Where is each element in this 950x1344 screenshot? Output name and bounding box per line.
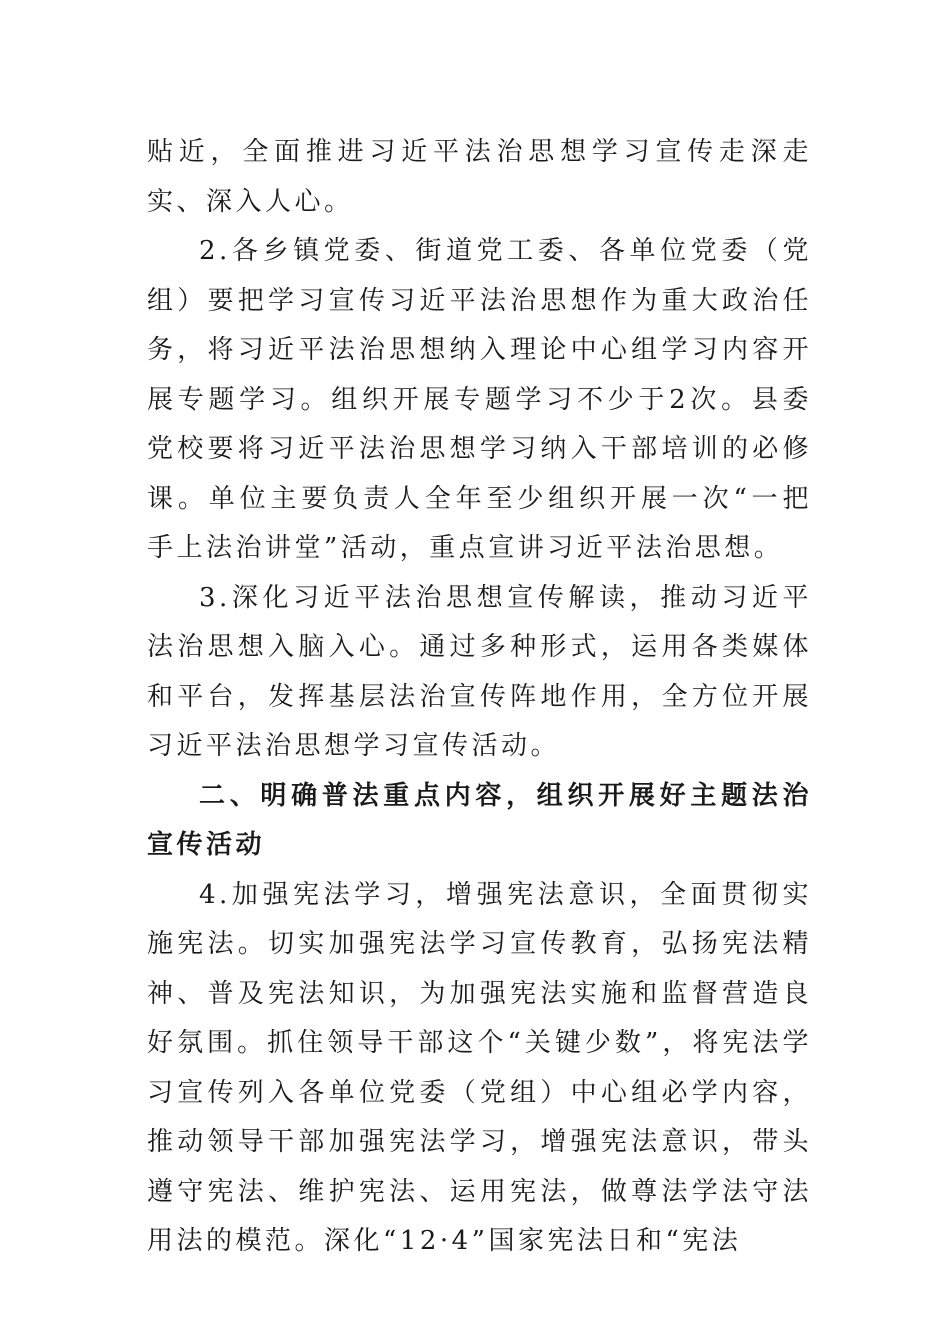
paragraph-item-4: 4.加强宪法学习，增强宪法意识，全面贯彻实施宪法。切实加强宪法学习宣传教育，弘扬宪法精神、普及宪法知识，为加强宪法实施和监督营造良好氛围。抓住领导干部这个“关键少数”，将宪法学习宣传列入各单位党委（党组）中心组必学内容，推动领导干部加强宪法学习，增强宪法意识，带头遵守宪法、维护宪法、运用宪法，做尊法学法守法用法的模范。深化“12·4”国家宪法日和“宪法 — [147, 879, 812, 1256]
section-heading-2: 二、明确普法重点内容，组织开展好主题法治宣传活动 — [147, 780, 812, 860]
paragraph-item-2: 2.各乡镇党委、街道党工委、各单位党委（党组）要把学习宣传习近平法治思想作为重大政治任务，将习近平法治思想纳入理论中心组学习内容开展专题学习。组织开展专题学习不少于2次。县委党校要将习近平法治思想学习纳入干部培训的必修课。单位主要负责人全年至少组织开展一次“一把手上法治讲堂”活动，重点宣讲习近平法治思想。 — [147, 236, 812, 563]
paragraph-item-3: 3.深化习近平法治思想宣传解读，推动习近平法治思想入脑入心。通过多种形式，运用各类媒体和平台，发挥基层法治宣传阵地作用，全方位开展习近平法治思想学习宣传活动。 — [147, 582, 812, 761]
paragraph-continuation: 贴近，全面推进习近平法治思想学习宣传走深走实、深入人心。 — [147, 137, 812, 217]
document-body — [147, 128, 812, 1267]
